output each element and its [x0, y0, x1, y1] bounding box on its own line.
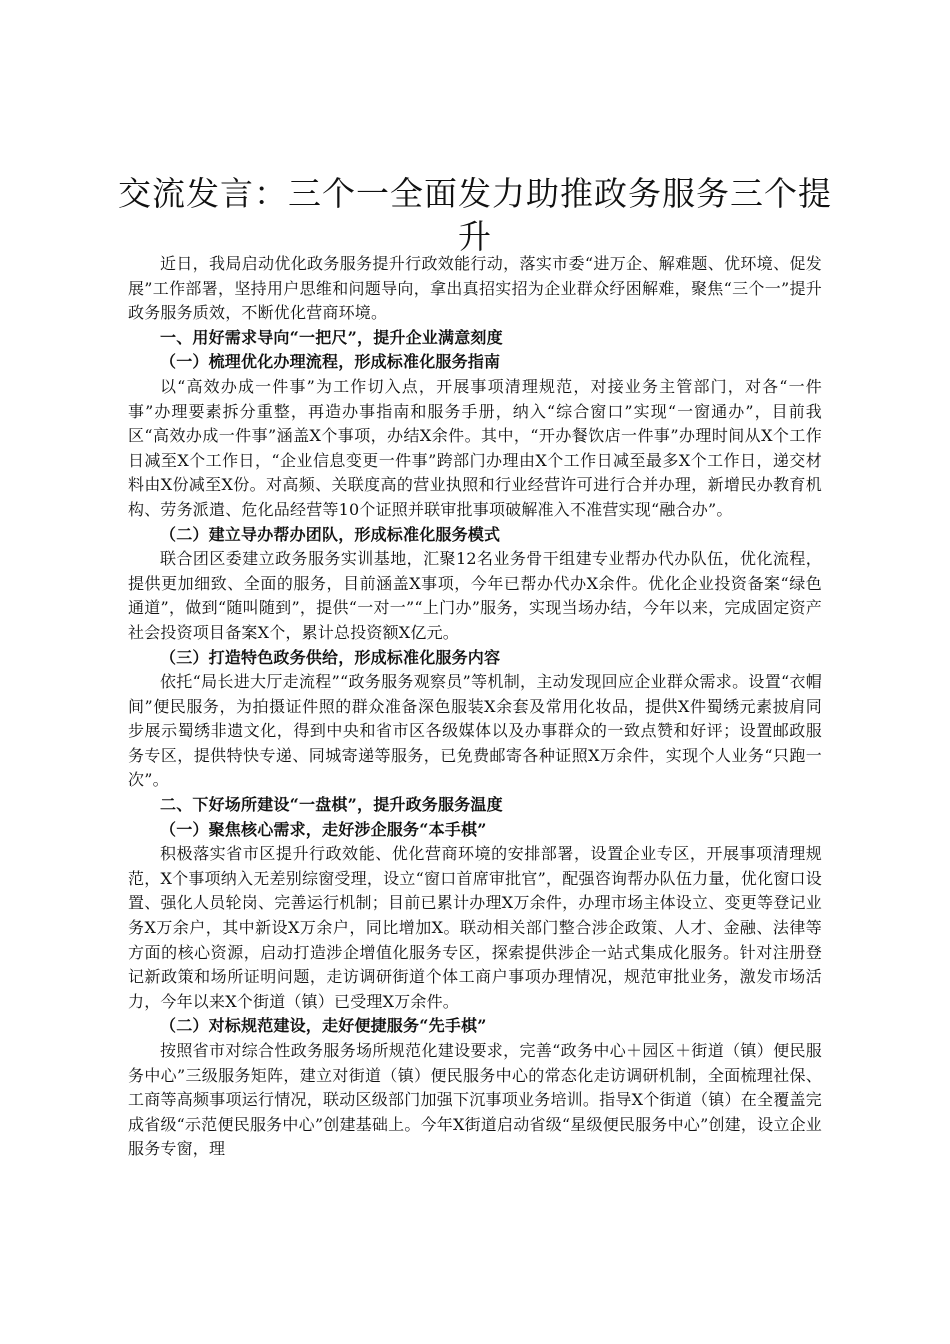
body-paragraph: 积极落实省市区提升行政效能、优化营商环境的安排部署，设置企业专区，开展事项清理规范，X个事项纳入无差别综窗受理，设立“窗口首席审批官”，配强咨询帮办队伍力量，优化窗口设置、强化人员轮岗、完善运行机制；目前已累计办理X万余件，办理市场主体设立、变更等登记业务X万余户，其中新设X万余户，同比增加X。联动相关部门整合涉企政策、人才、金融、法律等方面的核心资源，启动打造涉企增值化服务专区，探索提供涉企一站式集成化服务。针对注册登记新政策和场所证明问题，走访调研街道个体工商户事项办理情况，规范审批业务，激发市场活力，今年以来X个街道（镇）已受理X万余件。: [128, 844, 822, 1011]
body-paragraph: 近日，我局启动优化政务服务提升行政效能行动，落实市委“进万企、解难题、优环境、促发展”工作部署，坚持用户思维和问题导向，拿出真招实招为企业群众纾困解难，聚焦“三个一”提升政务服务质效，不断优化营商环境。: [128, 254, 822, 323]
section-heading: 一、用好需求导向“一把尺”，提升企业满意刻度: [160, 327, 503, 347]
body-paragraph: 以“高效办成一件事”为工作切入点，开展事项清理规范，对接业务主管部门，对各“一件事”办理要素拆分重整，再造办事指南和服务手册，纳入“综合窗口”实现“一窗通办”，目前我区“高效办成一件事”涵盖X个事项，办结X余件。其中，“开办餐饮店一件事”办理时间从X个工作日减至X个工作日，“企业信息变更一件事”跨部门办理由X个工作日减至最多X个工作日，递交材料由X份减至X份。对高频、关联度高的营业执照和行业经营许可进行合并办理，新增民办教育机构、劳务派遣、危化品经营等10个证照并联审批事项破解准入不准营实现“融合办”。: [128, 376, 822, 519]
document-body: [128, 252, 822, 1162]
section-heading: （一）聚焦核心需求，走好涉企服务“本手棋”: [160, 819, 487, 839]
body-paragraph: 联合团区委建立政务服务实训基地，汇聚12名业务骨干组建专业帮办代办队伍，优化流程，提供更加细致、全面的服务，目前涵盖X事项，今年已帮办代办X余件。优化企业投资备案“绿色通道”，做到“随叫随到”，提供“一对一”“上门办”服务，实现当场办结，今年以来，完成固定资产社会投资项目备案X个，累计总投资额X亿元。: [128, 549, 822, 642]
section-heading: （一）梳理优化办理流程，形成标准化服务指南: [160, 352, 501, 372]
section-heading: （二）对标规范建设，走好便捷服务“先手棋”: [160, 1016, 487, 1036]
section-heading: （三）打造特色政务供给，形成标准化服务内容: [160, 647, 501, 667]
section-heading: 二、下好场所建设“一盘棋”，提升政务服务温度: [160, 795, 503, 815]
document-title: 交流发言：三个一全面发力助推政务服务三个提升: [118, 174, 832, 256]
body-paragraph: 依托“局长进大厅走流程”“政务服务观察员”等机制，主动发现回应企业群众需求。设置“衣帽间”便民服务，为拍摄证件照的群众准备深色服装X余套及常用化妆品，提供X件蜀绣元素披肩同步展示蜀绣非遗文化，得到中央和省市区各级媒体以及办事群众的一致点赞和好评；设置邮政服务专区，提供特快专递、同城寄递等服务，已免费邮寄各种证照X万余件，实现个人业务“只跑一次”。: [128, 672, 822, 790]
section-heading: （二）建立导办帮办团队，形成标准化服务模式: [160, 524, 501, 544]
body-paragraph: 按照省市对综合性政务服务场所规范化建设要求，完善“政务中心＋园区＋街道（镇）便民服务中心”三级服务矩阵，建立对街道（镇）便民服务中心的常态化走访调研机制，全面梳理社保、工商等高频事项运行情况，联动区级部门加强下沉事项业务培训。指导X个街道（镇）在全覆盖完成省级“示范便民服务中心”创建基础上。今年X街道启动省级“星级便民服务中心”创建，设立企业服务专窗，理: [128, 1041, 822, 1159]
